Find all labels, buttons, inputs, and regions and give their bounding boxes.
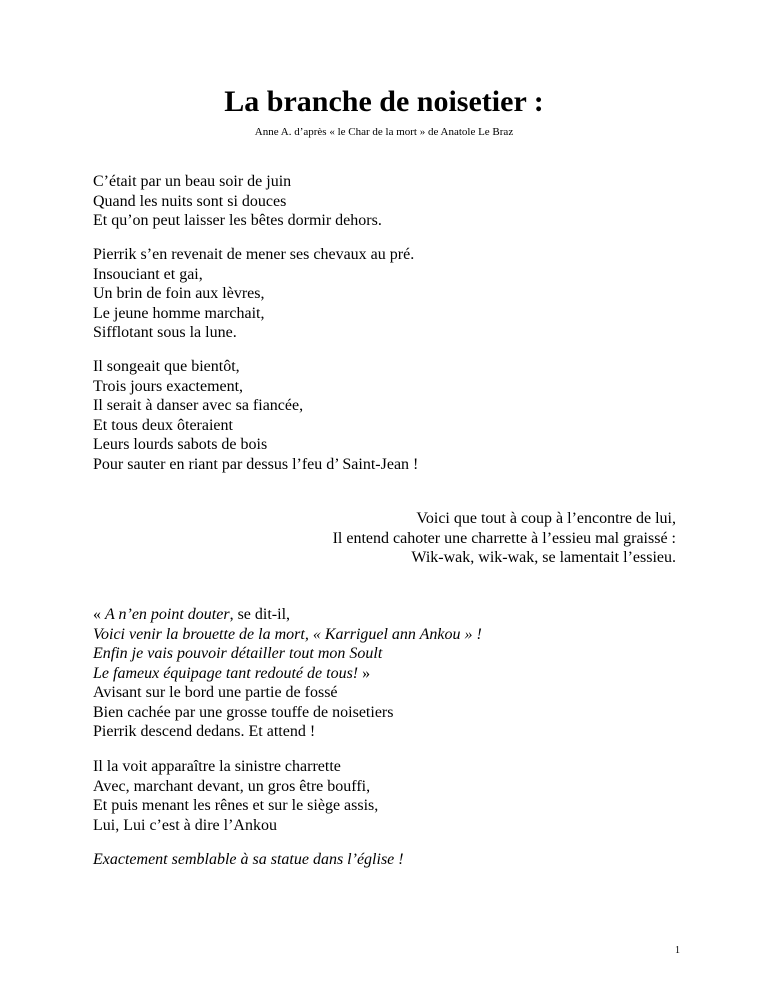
verse-line: Et qu’on peut laisser les bêtes dormir dehors.: [93, 212, 382, 229]
verse-line: Un brin de foin aux lèvres,: [93, 285, 265, 302]
italic-phrase: A n’en point douter: [105, 606, 230, 623]
verse-line: Le jeune homme marchait,: [93, 304, 265, 322]
verse-line: Insouciant et gai,: [93, 265, 203, 283]
italic-phrase: Le fameux équipage tant redouté de tous!: [93, 664, 359, 682]
stanza-6: [93, 757, 693, 835]
verse-line: Il la voit apparaître la sinistre charrette: [93, 758, 341, 775]
verse-line: Exactement semblable à sa statue dans l’église !: [93, 851, 404, 868]
verse-line: Il entend cahoter une charrette à l’essieu mal graissé :: [332, 529, 676, 547]
verse-line: Avisant sur le bord une partie de fossé: [93, 684, 338, 701]
verse-line: Sifflotant sous la lune.: [93, 324, 237, 341]
verse-line: Leurs lourds sabots de bois: [93, 436, 268, 453]
verse-line: Quand les nuits sont si douces: [93, 192, 287, 210]
stanza-3: [93, 357, 693, 474]
stanza-2: [93, 245, 693, 343]
verse-line: Et tous deux ôteraient: [93, 416, 233, 434]
poem-title: La branche de noisetier :: [224, 85, 544, 118]
verse-line: [93, 605, 693, 625]
verse-line: Lui, Lui c’est à dire l’Ankou: [93, 816, 277, 834]
verse-line: Et puis menant les rênes et sur le siège assis,: [93, 797, 379, 814]
verse-text: , se dit-il,: [229, 606, 291, 623]
stanza-1: [93, 172, 693, 231]
verse-line: Enfin je vais pouvoir détailler tout mon Soult: [93, 645, 383, 662]
verse-line: Pierrik descend dedans. Et attend !: [93, 723, 316, 740]
verse-line: C’était par un beau soir de juin: [93, 173, 292, 190]
verse-line: Bien cachée par une grosse touffe de noisetiers: [93, 703, 394, 721]
verse-line: Il serait à danser avec sa fiancée,: [93, 397, 304, 414]
stanza-4: [76, 509, 676, 568]
stanza-7: [93, 850, 693, 870]
verse-line: Wik-wak, wik-wak, se lamentait l’essieu.: [411, 549, 676, 566]
opening-quote: «: [93, 606, 105, 623]
verse-line: Pierrik s’en revenait de mener ses chevaux au pré.: [93, 246, 415, 263]
closing-quote: »: [358, 664, 371, 682]
verse-line: Pour sauter en riant par dessus l’feu d’ Saint-Jean !: [93, 455, 419, 473]
stanza-5: [93, 605, 693, 742]
poem-subtitle: Anne A. d’après « le Char de la mort » de Anatole Le Braz: [254, 126, 514, 138]
page-number: 1: [675, 945, 680, 956]
verse-line: Avec, marchant devant, un gros être bouffi,: [93, 777, 371, 795]
verse-line: Trois jours exactement,: [93, 377, 244, 395]
verse-line: Voici venir la brouette de la mort, « Karriguel ann Ankou » !: [93, 625, 482, 643]
verse-line: Il songeait que bientôt,: [93, 358, 240, 375]
verse-line: Voici que tout à coup à l’encontre de lui,: [416, 510, 676, 527]
verse-line: [93, 664, 693, 684]
